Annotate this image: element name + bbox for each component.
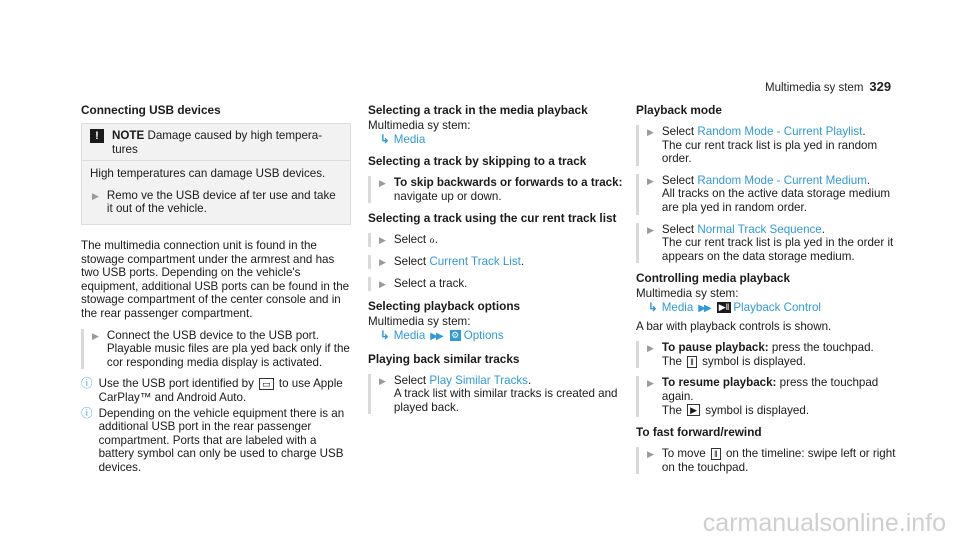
search-list-icon[interactable]: ℴ [429, 233, 435, 247]
column-3 [636, 103, 896, 482]
section-title: Multimedia sy stem [765, 82, 864, 94]
chevron-icon: ▶▶ [698, 302, 710, 314]
menu-playback-control[interactable]: Playback Control [733, 300, 821, 314]
bullet-triangle-icon: ▶ [647, 343, 654, 354]
warning-icon: ! [90, 129, 104, 143]
tip: ⓘ Use the USB port identified by ▭ to use Apple CarPlay™ and Android Auto. [81, 377, 343, 404]
random-playlist-link[interactable]: Random Mode - Current Playlist [697, 125, 863, 138]
bullet-triangle-icon: ▶ [647, 127, 654, 137]
bullet-triangle-icon: ▶ [379, 375, 386, 386]
menu-path [368, 133, 630, 147]
menu-arrow-icon: ↳ [380, 328, 390, 342]
options-icon: ⚙ [451, 330, 460, 341]
bullet-triangle-icon: ▶ [92, 190, 99, 201]
instruction-step: ▶ Select Normal Track Sequence. The cur rent track list is pla yed in the order it appears on the data storage medium. [636, 223, 896, 264]
instruction-step: ▶ Select Random Mode - Current Medium. All tracks on the active data storage medium are pla yed in random order. [636, 174, 896, 215]
info-icon: ⓘ [81, 406, 93, 420]
menu-media[interactable]: Media [661, 300, 694, 314]
note-body: High temperatures can damage USB devices. ▶ Remo ve the USB device af ter use and take it out of the vehicle. [82, 161, 350, 224]
system-label: Multimedia sy stem: [636, 287, 739, 301]
note-step: ▶ Remo ve the USB device af ter use and take it out of the vehicle. [92, 188, 336, 216]
play-icon: ▶ [687, 404, 700, 416]
heading: Controlling media playback [636, 271, 791, 286]
menu-media[interactable]: Media [393, 132, 426, 146]
random-medium-link[interactable]: Random Mode - Current Medium [697, 173, 867, 187]
instruction-step: ▶ Select Play Similar Tracks. A track list with similar tracks is created and played back. [368, 374, 630, 415]
bullet-triangle-icon: ▶ [647, 175, 654, 186]
paragraph: The multimedia connection unit is found in the stowage compartment under the armrest and has two USB ports. Depending on the vehicle's equipment, additional USB ports can be found in the stowage compartment of the center console and in the rear passenger compartment. [81, 238, 350, 320]
instruction-step: ▶ To move ‖ on the timeline: swipe left or right on the touchpad. [636, 447, 896, 474]
heading: Playback mode [636, 103, 722, 117]
heading: Playing back similar tracks [368, 351, 520, 366]
menu-arrow-icon: ↳ [648, 300, 658, 314]
column-1 [81, 103, 351, 476]
note-box [81, 123, 351, 225]
watermark: carmanualsonline.info [702, 509, 946, 537]
normal-sequence-link[interactable]: Normal Track Sequence [697, 222, 822, 236]
section-heading: Connecting USB devices [81, 103, 221, 117]
menu-path [636, 301, 896, 316]
instruction-step: ▶ To resume playback: press the touchpad again. The ▶ symbol is displayed. [636, 376, 896, 417]
heading: Selecting playback options [368, 299, 521, 314]
instruction-step: ▶ Select ℴ. [368, 233, 630, 247]
instruction-step: ▶ To skip backwards or forwards to a track: navigate up or down. [368, 176, 630, 203]
page-number: 329 [869, 79, 892, 94]
tip: ⓘ Depending on the vehicle equipment there is an additional USB port in the rear passenger compartment. Ports that are labeled with a battery symbol can only be used to charge USB devices. [81, 406, 345, 474]
bullet-triangle-icon: ▶ [379, 235, 386, 246]
instruction-step: ▶ To pause playback: press the touchpad. The ‖ symbol is displayed. [636, 341, 896, 368]
heading: Selecting a track using the cur rent track list [368, 211, 617, 226]
instruction-step: ▶ Connect the USB device to the USB port. Playable music files are pla yed back only if the cor responding media display is activated. [81, 329, 351, 370]
bullet-triangle-icon: ▶ [647, 378, 654, 389]
pause-icon: ‖ [687, 356, 697, 368]
play-similar-link[interactable]: Play Similar Tracks [429, 373, 528, 387]
menu-path [368, 329, 630, 344]
pause-icon: ‖ [711, 448, 721, 460]
menu-media[interactable]: Media [393, 328, 426, 342]
paragraph: A bar with playback controls is shown. [636, 319, 832, 333]
bullet-triangle-icon: ▶ [379, 257, 386, 268]
bullet-triangle-icon: ▶ [379, 279, 386, 290]
chevron-icon: ▶▶ [430, 330, 442, 342]
bullet-triangle-icon: ▶ [647, 449, 654, 460]
instruction-step: ▶ Select a track. [368, 277, 630, 291]
play-pause-icon: ▶‖ [718, 302, 730, 313]
instruction-step: ▶ Select Current Track List. [368, 255, 630, 269]
menu-arrow-icon: ↳ [380, 132, 390, 146]
heading: To fast forward/rewind [636, 425, 762, 440]
info-icon: ⓘ [81, 377, 93, 391]
note-header [82, 124, 350, 161]
bullet-triangle-icon: ▶ [92, 330, 99, 341]
carplay-port-icon: ▭ [259, 378, 274, 390]
heading: Selecting a track by skipping to a track [368, 154, 587, 169]
heading: Selecting a track in the media playback [368, 103, 588, 117]
current-track-list-link[interactable]: Current Track List [429, 255, 521, 269]
page-header [765, 80, 891, 96]
bullet-triangle-icon: ▶ [379, 178, 386, 189]
column-2 [368, 103, 630, 422]
menu-options[interactable]: Options [463, 328, 504, 342]
bullet-triangle-icon: ▶ [647, 224, 654, 235]
system-label: Multimedia sy stem: [368, 315, 471, 329]
instruction-step: ▶ Select Random Mode - Current Playlist. The cur rent track list is pla yed in random order. [636, 125, 896, 166]
system-label: Multimedia sy stem: [368, 119, 471, 132]
note-title: NOTE Damage caused by high tempera‐ tures [112, 129, 323, 156]
